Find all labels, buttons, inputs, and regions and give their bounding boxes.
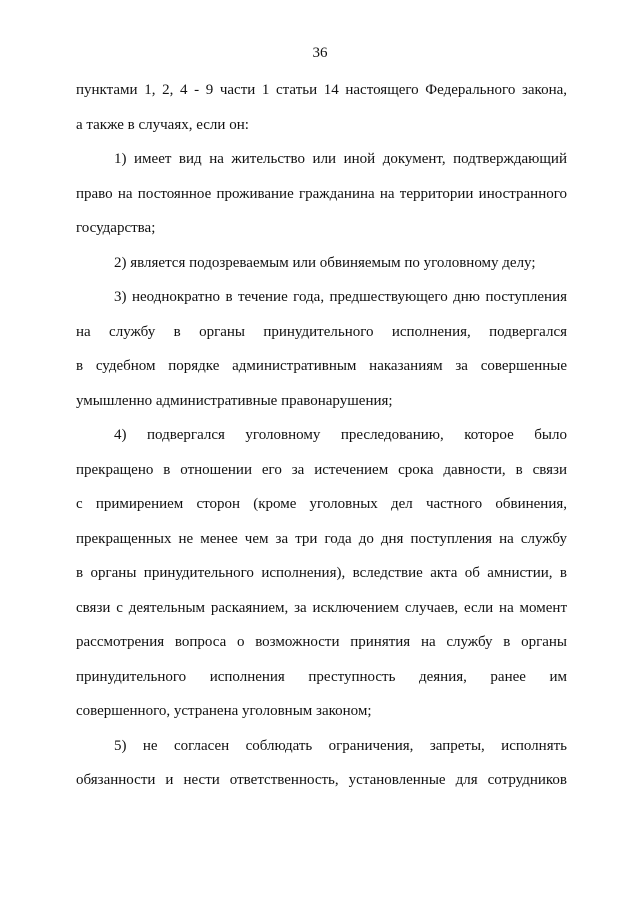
text-line: а также в случаях, если он:	[76, 116, 249, 133]
list-item-5-line: 5) не согласен соблюдать ограничения, запреты, исполнять	[114, 737, 567, 754]
text-line: с примирением сторон (кроме уголовных дел частного обвинения,	[76, 496, 567, 512]
text-line: совершенного, устранена уголовным законом;	[76, 703, 372, 719]
text-line: в органы принудительного исполнения), вследствие акта об амнистии, в	[76, 565, 567, 581]
text-line: пунктами 1, 2, 4 - 9 части 1 статьи 14 настоящего Федерального закона,	[76, 82, 567, 98]
text-line: государства;	[76, 220, 156, 236]
list-item-4-line: 4) подвергался уголовному преследованию, которое было	[114, 427, 567, 443]
text-line: рассмотрения вопроса о возможности принятия на службу в органы	[76, 634, 567, 650]
text-line: прекращено в отношении его за истечением срока давности, в связи	[76, 461, 567, 478]
document-body	[76, 73, 567, 798]
text-line: принудительного исполнения преступность деяния, ранее им	[76, 668, 567, 685]
text-line: в судебном порядке административным наказаниям за совершенные	[76, 358, 567, 374]
text-line: право на постоянное проживание гражданина на территории иностранного	[76, 185, 567, 202]
text-line: связи с деятельным раскаянием, за исключением случаев, если на момент	[76, 599, 567, 616]
text-line: обязанности и нести ответственность, установленные для сотрудников	[76, 772, 567, 788]
text-line: прекращенных не менее чем за три года до дня поступления на службу	[76, 530, 567, 547]
list-item-2-line: 2) является подозреваемым или обвиняемым по уголовному делу;	[114, 254, 536, 271]
list-item-1-line: 1) имеет вид на жительство или иной документ, подтверждающий	[114, 151, 567, 167]
list-item-3-line: 3) неоднократно в течение года, предшествующего дню поступления	[114, 289, 567, 305]
page-number: 36	[312, 45, 328, 61]
text-line: на службу в органы принудительного исполнения, подвергался	[76, 323, 567, 340]
text-line: умышленно административные правонарушения;	[76, 392, 393, 409]
